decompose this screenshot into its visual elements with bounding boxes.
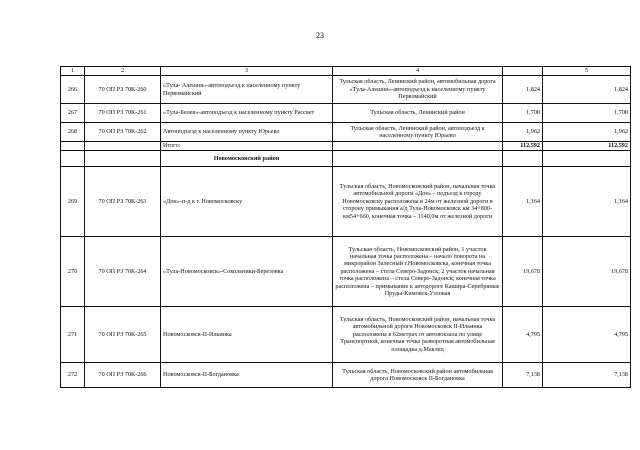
road-name: Автоподъезд к населенному пункту Юрьево: [161, 123, 333, 142]
table-row: [61, 167, 631, 237]
road-location: Тульская область, Ленинский район, автоподъезд к населенному пункту Юрьево: [333, 123, 503, 142]
road-name: «Тула-Новомосковск»-Сокольники-Березовка: [161, 237, 333, 307]
road-total: 4,795: [543, 307, 631, 363]
road-total: 1,824: [543, 76, 631, 104]
column-header: 2: [85, 67, 161, 76]
road-name: «Тула- Алешня»-автоподъезд к населенному пункту Первомайский: [161, 76, 333, 104]
road-total: 1,164: [543, 167, 631, 237]
road-name: «Тула-Белев»-автоподъезд к населенному пункту Рассвет: [161, 104, 333, 123]
road-length: 1,700: [503, 104, 543, 123]
total-row: [61, 142, 631, 151]
road-length: 1,962: [503, 123, 543, 142]
road-location: Тульская область, Новомосковский район, 1 участок начальная точка расположена – начало поворота на микрорайон Залесный г.Новомосковска, конечная точка расположена – стела Северо-Задонск; 2 участок начальная точка расположена – стела Северо-Задонск; конечная точка расположена – примыкание к автодороге Кашира-Серебряные Пруды-Кимовск-Узловая: [333, 237, 503, 307]
road-length: 1,164: [503, 167, 543, 237]
table-row: [61, 123, 631, 142]
table-row: [61, 363, 631, 388]
road-code: 70 ОП РЗ 70К-265: [85, 307, 161, 363]
column-header: 4: [333, 67, 503, 76]
total-sum: 112,592: [543, 142, 631, 151]
table-row: [61, 237, 631, 307]
road-length: 4,795: [503, 307, 543, 363]
region-row: [61, 151, 631, 167]
roads-table: [60, 66, 631, 388]
road-code: 70 ОП РЗ 70К-261: [85, 104, 161, 123]
row-number: 267: [61, 104, 85, 123]
total-label: Итого:: [161, 142, 333, 151]
road-code: 70 ОП РЗ 70К-262: [85, 123, 161, 142]
table-row: [61, 76, 631, 104]
row-number: 271: [61, 307, 85, 363]
total-length: 112,592: [503, 142, 543, 151]
road-code: 70 ОП РЗ 70К-266: [85, 363, 161, 388]
table-row: [61, 104, 631, 123]
road-length: 19,678: [503, 237, 543, 307]
road-total: 19,678: [543, 237, 631, 307]
column-header: 1: [61, 67, 85, 76]
road-location: Тульская область, Новомосковский район, начальная точка автомобильной дороги «Дон» - подъезд к городу Новомосковску расположена в 24м от железной дороги в сторону примыкания а/д Тула-Новомосковск км 34+800-км54+660, конечная точка – 1140,0м от железной дороги: [333, 167, 503, 237]
row-number: 266: [61, 76, 85, 104]
table-row: [61, 307, 631, 363]
road-name: Новомосковск-II-Богдановка: [161, 363, 333, 388]
page-number: 23: [316, 31, 324, 40]
road-location: Тульская область, Новомосковский район, начальная точка автомобильной дороги Новомосковск II-Ильинка расположена в 62метрах от автовокзала по улице Транспортной, конечная точка разворотная автомобильная площадка д.Маклец: [333, 307, 503, 363]
road-code: 70 ОП РЗ 70К-260: [85, 76, 161, 104]
road-total: 1,700: [543, 104, 631, 123]
road-length: 1,824: [503, 76, 543, 104]
row-number: 269: [61, 167, 85, 237]
column-header: [503, 67, 543, 76]
road-total: 7,138: [543, 363, 631, 388]
road-total: 1,962: [543, 123, 631, 142]
road-location: Тульская область, Ленинский район: [333, 104, 503, 123]
region-title: Новомосковский район: [161, 151, 333, 167]
column-header: 3: [161, 67, 333, 76]
road-length: 7,138: [503, 363, 543, 388]
road-code: 70 ОП РЗ 70К-263: [85, 167, 161, 237]
row-number: 272: [61, 363, 85, 388]
column-header: 5: [543, 67, 631, 76]
road-name: Новомосковск-II-Ильинка: [161, 307, 333, 363]
row-number: 270: [61, 237, 85, 307]
column-number-header: [61, 67, 631, 76]
road-code: 70 ОП РЗ 70К-264: [85, 237, 161, 307]
road-location: Тульская область, Ленинский район, автомобильная дорога «Тула-Алешня»-автоподъезд к населенному пункту Первомайский: [333, 76, 503, 104]
row-number: 268: [61, 123, 85, 142]
road-name: «Дон»-п-д к г. Новомосковску: [161, 167, 333, 237]
road-location: Тульская область, Новомосковский район автомобильная дорога Новомосковск II-Богдановка: [333, 363, 503, 388]
